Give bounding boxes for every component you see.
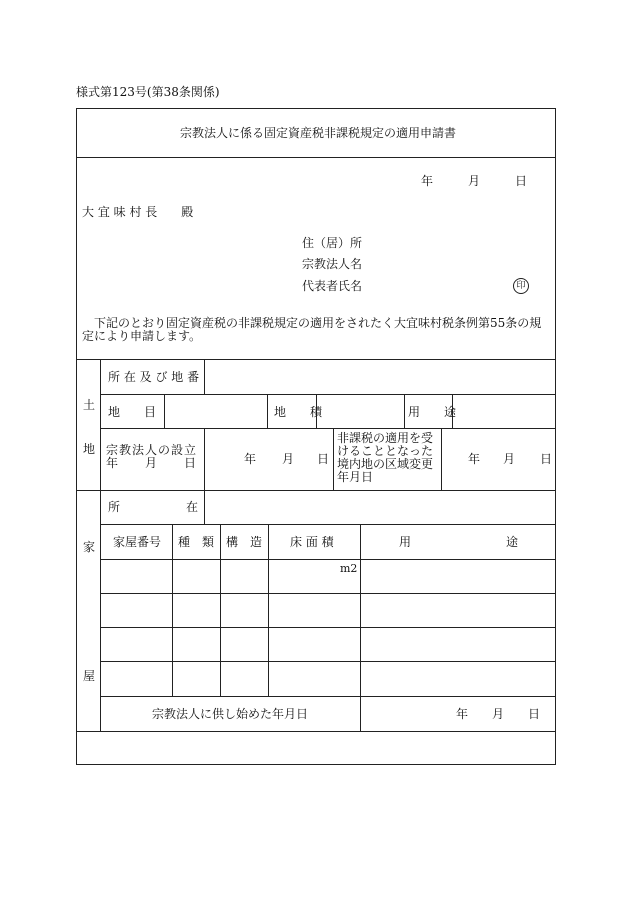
house-start-month: 月 <box>492 707 505 721</box>
land-established-label: 宗教法人の設立年 月 日 <box>106 443 198 470</box>
house-header-structure: 構 造 <box>226 535 263 549</box>
house-header-floor-area: 床 面 積 <box>290 535 334 549</box>
land-established-month: 月 <box>282 452 295 466</box>
house-row-divider-3 <box>100 593 556 594</box>
land-area-label: 地 積 <box>274 405 323 419</box>
date-month: 月 <box>468 174 481 188</box>
house-section-char-1: 家 <box>83 540 96 554</box>
house-row-divider-5 <box>100 661 556 662</box>
form-title: 宗教法人に係る固定資産税非課税規定の適用申請書 <box>180 126 457 140</box>
addressee: 大 宜 味 村 長 殿 <box>82 205 194 219</box>
house-start-year: 年 <box>456 707 469 721</box>
land-house-divider <box>76 490 556 491</box>
land-label-divider-3 <box>267 394 268 428</box>
house-col-divider-3 <box>268 524 269 696</box>
applicant-address-label: 住（居）所 <box>302 236 363 250</box>
date-day: 日 <box>515 174 528 188</box>
land-row-divider-1 <box>100 394 556 395</box>
section-column-divider <box>100 359 101 731</box>
house-col-divider-4 <box>360 524 361 731</box>
land-label-divider-7 <box>204 428 205 490</box>
land-location-label: 所 在 及 び 地 番 <box>108 370 200 384</box>
land-label-divider-5 <box>404 394 405 428</box>
house-row-divider-4 <box>100 627 556 628</box>
land-section-char-2: 地 <box>83 442 96 456</box>
house-header-use-2: 途 <box>506 535 519 549</box>
house-col-divider-1 <box>172 524 173 696</box>
land-use-label: 用 途 <box>408 405 457 419</box>
house-header-number: 家屋番号 <box>113 535 162 549</box>
house-row-divider-2 <box>100 559 556 560</box>
date-year: 年 <box>421 174 434 188</box>
land-change-year: 年 <box>468 452 481 466</box>
house-location-label-1: 所 <box>108 500 121 514</box>
house-location-label-2: 在 <box>186 500 199 514</box>
header-divider <box>76 359 556 360</box>
title-divider <box>76 157 556 158</box>
land-established-day: 日 <box>317 452 330 466</box>
intro-text: 下記のとおり固定資産税の非課税規定の適用をされたく大宜味村税条例第55条の規定により申請します。 <box>82 316 542 343</box>
applicant-rep-name-label: 代表者氏名 <box>302 279 363 293</box>
land-row-divider-2 <box>100 428 556 429</box>
applicant-corp-name-label: 宗教法人名 <box>302 257 363 271</box>
house-floor-area-unit: m2 <box>340 562 358 575</box>
house-section-char-2: 屋 <box>83 669 96 683</box>
house-header-kind: 種 類 <box>178 535 215 549</box>
bottom-divider <box>76 731 556 732</box>
house-start-label: 宗教法人に供し始めた年月日 <box>152 707 309 721</box>
land-label-divider-2 <box>164 394 165 428</box>
land-section-char-1: 土 <box>83 398 96 412</box>
house-row-divider-6 <box>100 696 556 697</box>
house-header-use-1: 用 <box>399 535 412 549</box>
house-col-divider-2 <box>220 524 221 696</box>
land-label-divider-9 <box>441 428 442 490</box>
land-chimoku-label: 地 目 <box>108 405 157 419</box>
house-row-divider-1 <box>100 524 556 525</box>
house-start-day: 日 <box>528 707 541 721</box>
land-established-year: 年 <box>244 452 257 466</box>
form-number: 様式第123号(第38条関係) <box>76 85 220 99</box>
seal-mark: 印 <box>513 278 529 294</box>
land-change-label: 非課税の適用を受けることとなった境内地の区域変更年月日 <box>337 431 434 484</box>
land-change-day: 日 <box>540 452 553 466</box>
house-location-divider <box>204 490 205 524</box>
land-label-divider-8 <box>333 428 334 490</box>
land-label-divider-1 <box>204 359 205 394</box>
land-change-month: 月 <box>503 452 516 466</box>
